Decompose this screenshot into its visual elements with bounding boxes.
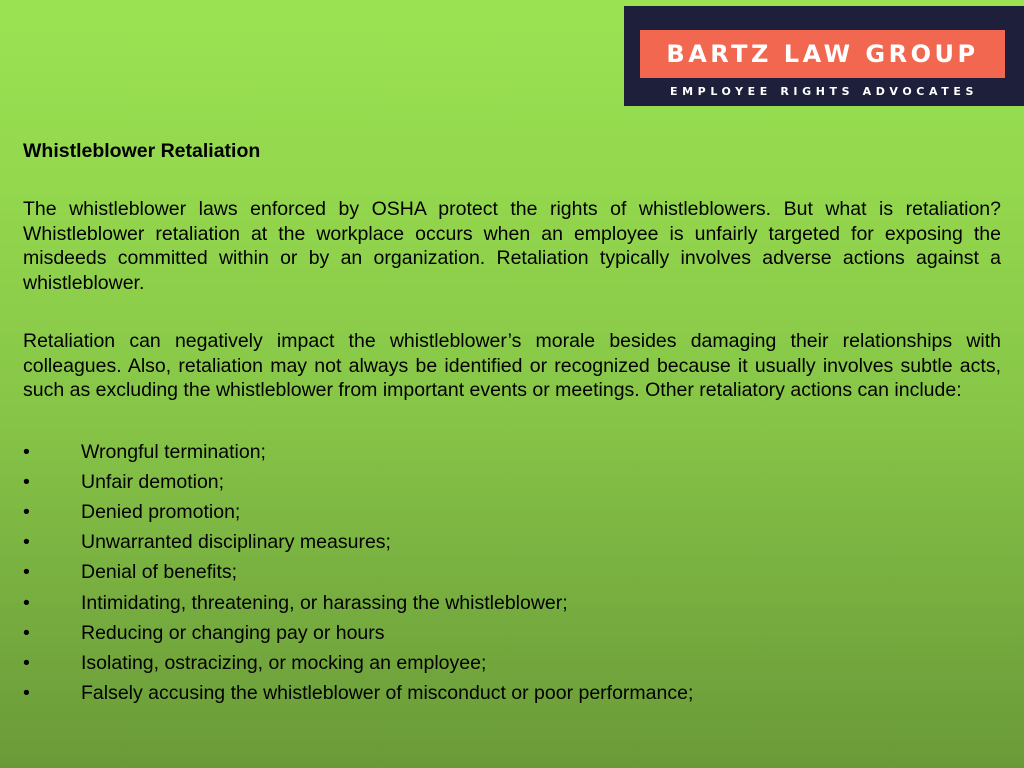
logo-name: BARTZ LAW GROUP (666, 40, 979, 68)
bullet-icon: • (23, 500, 30, 523)
list-item-text: Intimidating, threatening, or harassing the whistleblower; (81, 591, 568, 614)
list-item-text: Falsely accusing the whistleblower of misconduct or poor performance; (81, 682, 694, 705)
intro-paragraph: The whistleblower laws enforced by OSHA protect the rights of whistleblowers. But what is retaliation? Whistleblower retaliation at the workplace occurs when an employee is unfairly targeted for exposing the misdeeds committed within or by an organization. Retaliation typically involves adverse actions against a whistleblower. (23, 198, 1001, 294)
bullet-icon: • (23, 682, 30, 705)
impact-paragraph: Retaliation can negatively impact the whistleblower’s morale besides damaging their relationships with colleagues. Also, retaliation may not always be identified or recognized because it usually involves subtle acts, such as excluding the whistleblower from important events or meetings. Other retaliatory actions can include: (23, 330, 1001, 401)
list-item-text: Unwarranted disciplinary measures; (81, 531, 391, 554)
list-item (23, 678, 1001, 708)
list-item (23, 588, 1001, 618)
list-item-text: Isolating, ostracizing, or mocking an employee; (81, 651, 487, 674)
bullet-icon: • (23, 531, 30, 554)
bullet-icon: • (23, 621, 30, 644)
bullet-icon: • (23, 440, 30, 463)
slide-content (23, 138, 1001, 708)
list-item-text: Denial of benefits; (81, 561, 238, 584)
list-item-text: Denied promotion; (81, 500, 241, 523)
list-item-text: Wrongful termination; (81, 440, 266, 463)
list-item (23, 467, 1001, 497)
list-item (23, 497, 1001, 527)
list-item (23, 648, 1001, 678)
list-item-text: Unfair demotion; (81, 470, 225, 493)
list-item (23, 557, 1001, 587)
list-item (23, 618, 1001, 648)
slide-heading: Whistleblower Retaliation (23, 140, 261, 162)
bartz-law-group-logo (624, 6, 1024, 106)
bullet-icon: • (23, 651, 30, 674)
bullet-icon: • (23, 561, 30, 584)
bullet-icon: • (23, 591, 30, 614)
retaliatory-actions-list (23, 437, 1001, 709)
list-item (23, 437, 1001, 467)
logo-tagline: EMPLOYEE RIGHTS ADVOCATES (670, 85, 978, 98)
bullet-icon: • (23, 470, 30, 493)
list-item-text: Reducing or changing pay or hours (81, 621, 385, 644)
logo-name-band (640, 30, 1005, 78)
list-item (23, 527, 1001, 557)
